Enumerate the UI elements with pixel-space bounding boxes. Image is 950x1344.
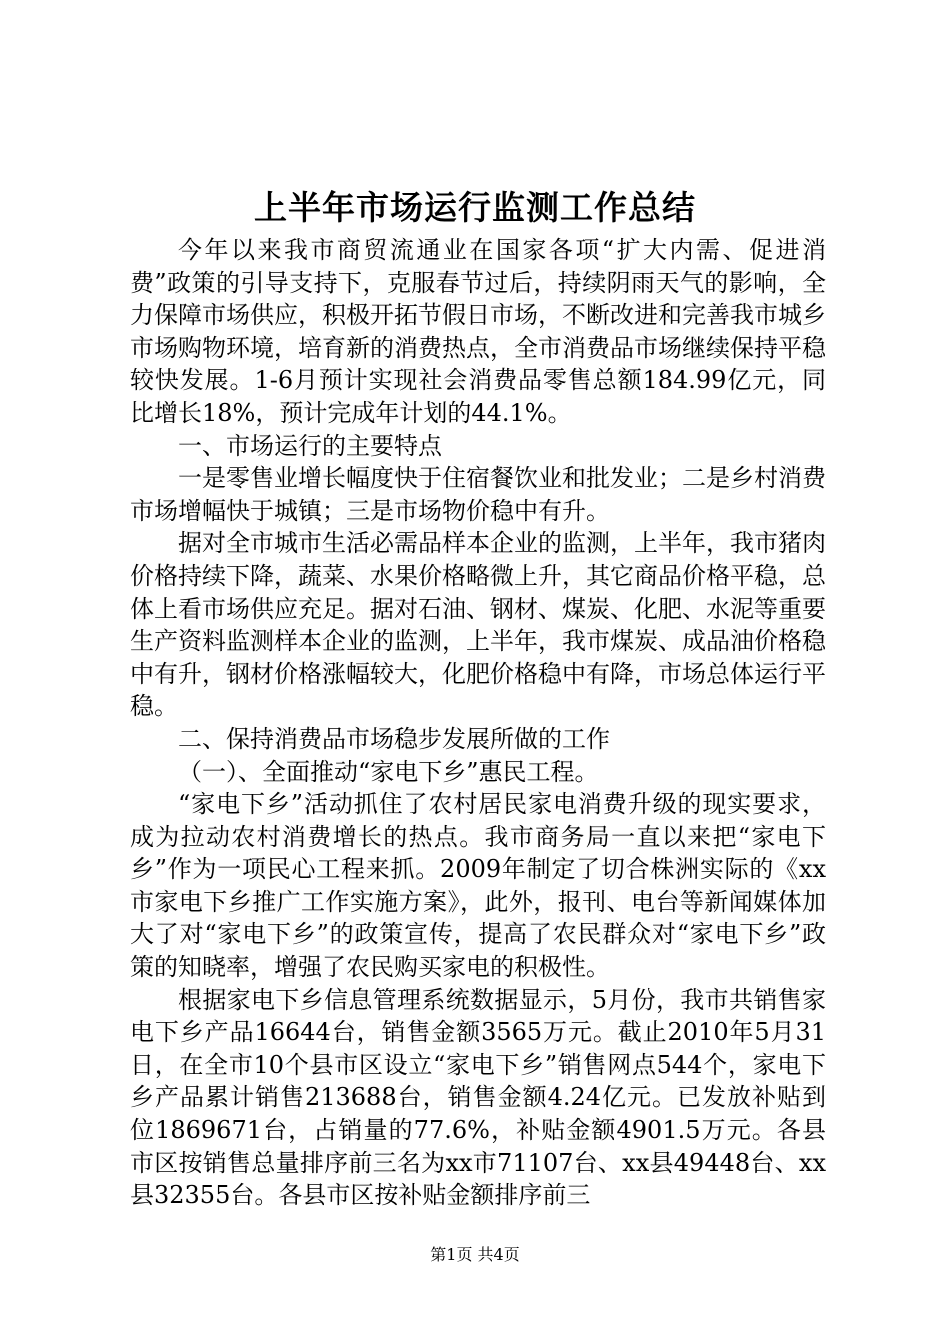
document-body xyxy=(130,234,826,1212)
page-total: 共4页 xyxy=(477,1245,520,1264)
paragraph-intro: 今年以来我市商贸流通业在国家各项“扩大内需、促进消费”政策的引导支持下，克服春节过后，持续阴雨天气的影响，全力保障市场供应，积极开拓节假日市场，不断改进和完善我市城乡市场购物环境，培育新的消费热点，全市消费品市场继续保持平稳较快发展。1-6月预计实现社会消费品零售总额184.99亿元，同比增长18%，预计完成年计划的44.1%。 xyxy=(130,236,826,427)
paragraph-features: 一是零售业增长幅度快于住宿餐饮业和批发业；二是乡村消费市场增幅快于城镇；三是市场物价稳中有升。 xyxy=(130,464,826,525)
section-heading-1: 一、市场运行的主要特点 xyxy=(178,431,442,460)
page-footer xyxy=(0,1244,950,1266)
document-title: 上半年市场运行监测工作总结 xyxy=(254,188,696,227)
section-heading-2: 二、保持消费品市场稳步发展所做的工作 xyxy=(178,724,610,753)
subsection-heading-1: （一）、全面推动“家电下乡”惠民工程。 xyxy=(178,757,599,786)
page-number: 第1页 xyxy=(430,1245,473,1264)
paragraph-appliances-program: “家电下乡”活动抓住了农村居民家电消费升级的现实要求，成为拉动农村消费增长的热点。我市商务局一直以来把“家电下乡”作为一项民心工程来抓。2009年制定了切合株洲实际的《xx市家电下乡推广工作实施方案》，此外，报刊、电台等新闻媒体加大了对“家电下乡”的政策宣传，提高了农民群众对“家电下乡”政策的知晓率，增强了农民购买家电的积极性。 xyxy=(130,790,826,982)
paragraph-price-monitoring: 据对全市城市生活必需品样本企业的监测，上半年，我市猪肉价格持续下降，蔬菜、水果价格略微上升，其它商品价格平稳，总体上看市场供应充足。据对石油、钢材、煤炭、化肥、水泥等重要生产资料监测样本企业的监测，上半年，我市煤炭、成品油价格稳中有升，钢材价格涨幅较大，化肥价格稳中有降，市场总体运行平稳。 xyxy=(130,529,826,721)
paragraph-appliances-data: 根据家电下乡信息管理系统数据显示，5月份，我市共销售家电下乡产品16644台，销售金额3565万元。截止2010年5月31日，在全市10个县市区设立“家电下乡”销售网点544个，家电下乡产品累计销售213688台，销售金额4.24亿元。已发放补贴到位1869671台，占销量的77.6%，补贴金额4901.5万元。各县市区按销售总量排序前三名为xx市71107台、xx县49448台、xx县32355台。各县市区按补贴金额排序前三 xyxy=(130,985,826,1210)
